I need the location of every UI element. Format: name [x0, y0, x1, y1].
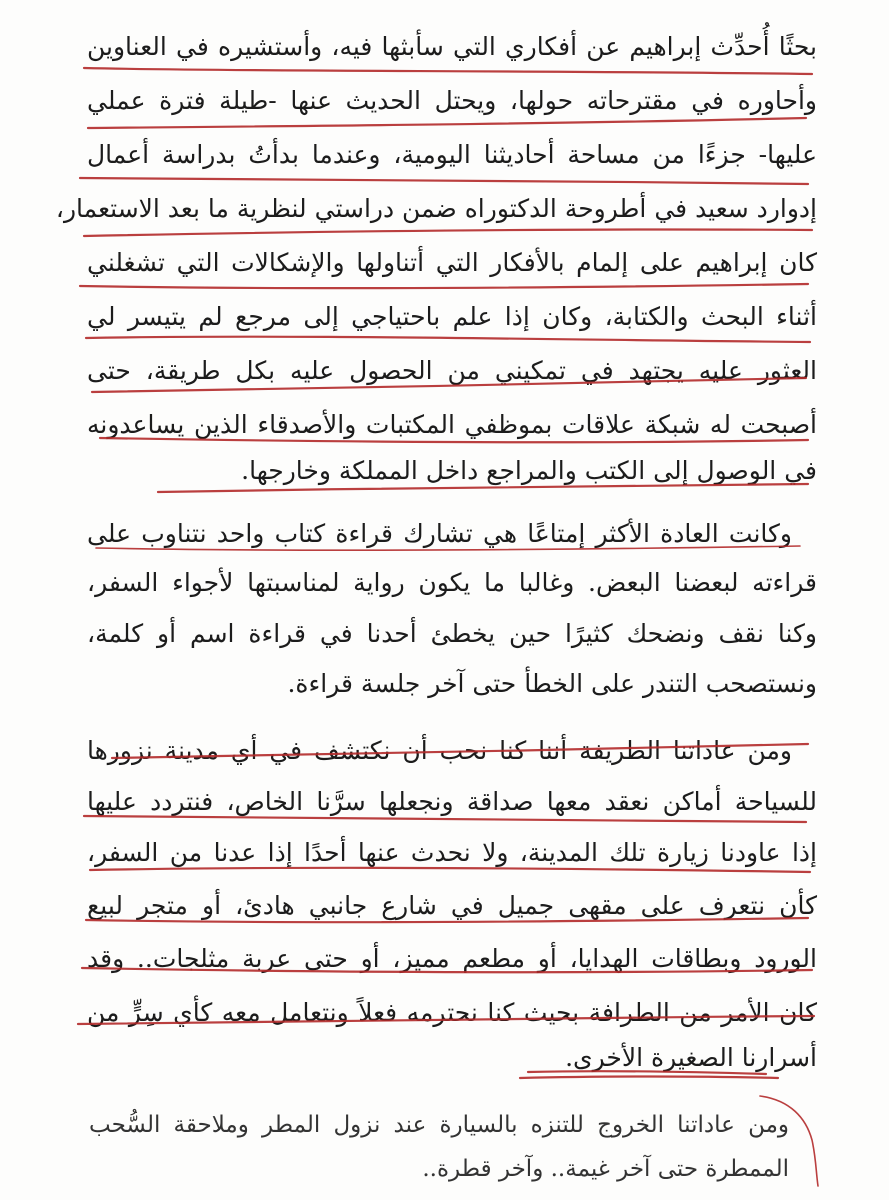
text-line: كان إبراهيم على إلمام بالأفكار التي أتناولها والإشكالات التي تشغلني [87, 248, 817, 277]
text-line: الممطرة حتى آخر غيمة.. وآخر قطرة.. [422, 1156, 789, 1182]
text-line: عليها- جزءًا من مساحة أحاديثنا اليومية، وعندما بدأتُ بدراسة أعمال [87, 140, 817, 169]
text-line: الورود وبطاقات الهدايا، أو مطعم مميز، أو حتى عربة مثلجات.. وقد [87, 944, 817, 973]
text-line: قراءته لبعضنا البعض. وغالبا ما يكون رواية لمناسبتها لأجواء السفر، [87, 568, 817, 597]
text-line: في الوصول إلى الكتب والمراجع داخل المملكة وخارجها. [241, 456, 817, 485]
text-line: أثناء البحث والكتابة، وكان إذا علم باحتياجي إلى مرجع لم يتيسر لي [87, 302, 817, 331]
text-line: ومن عاداتنا الخروج للتنزه بالسيارة عند نزول المطر وملاحقة السُّحب [89, 1112, 789, 1138]
text-line: أسرارنا الصغيرة الأخرى. [565, 1043, 817, 1072]
text-line: ونستصحب التندر على الخطأ حتى آخر جلسة قراءة. [287, 669, 817, 698]
text-line: للسياحة أماكن نعقد معها صداقة ونجعلها سرَّنا الخاص، فنتردد عليها [87, 787, 817, 816]
text-line: وأحاوره في مقترحاته حولها، ويحتل الحديث عنها -طيلة فترة عملي [87, 86, 817, 115]
text-line: إدوارد سعيد في أطروحة الدكتوراه ضمن دراستي لنظرية ما بعد الاستعمار، [55, 194, 817, 223]
text-line: بحثًا أُحدِّث إبراهيم عن أفكاري التي سأبثها فيه، وأستشيره في العناوين [87, 32, 817, 61]
text-line: وكنا نقف ونضحك كثيرًا حين يخطئ أحدنا في قراءة اسم أو كلمة، [87, 619, 817, 648]
text-line: إذا عاودنا زيارة تلك المدينة، ولا نحدث عنها أحدًا إذا عدنا من السفر، [87, 838, 817, 867]
text-line: وكانت العادة الأكثر إمتاعًا هي تشارك قراءة كتاب واحد نتناوب على [87, 519, 792, 548]
text-line: كأن نتعرف على مقهى جميل في شارع جانبي هادئ، أو متجر لبيع [87, 891, 817, 920]
text-line: ومن عاداتنا الطريفة أننا كنا نحب أن نكتشف في أي مدينة نزورها [87, 736, 792, 765]
text-line: كان الأمر من الطرافة بحيث كنا نحترمه فعلاً ونتعامل معه كأي سِرٍّ من [87, 998, 817, 1027]
text-line: أصبحت له شبكة علاقات بموظفي المكتبات والأصدقاء الذين يساعدونه [87, 410, 817, 439]
text-line: العثور عليه يجتهد في تمكيني من الحصول عليه بكل طريقة، حتى [87, 356, 817, 385]
